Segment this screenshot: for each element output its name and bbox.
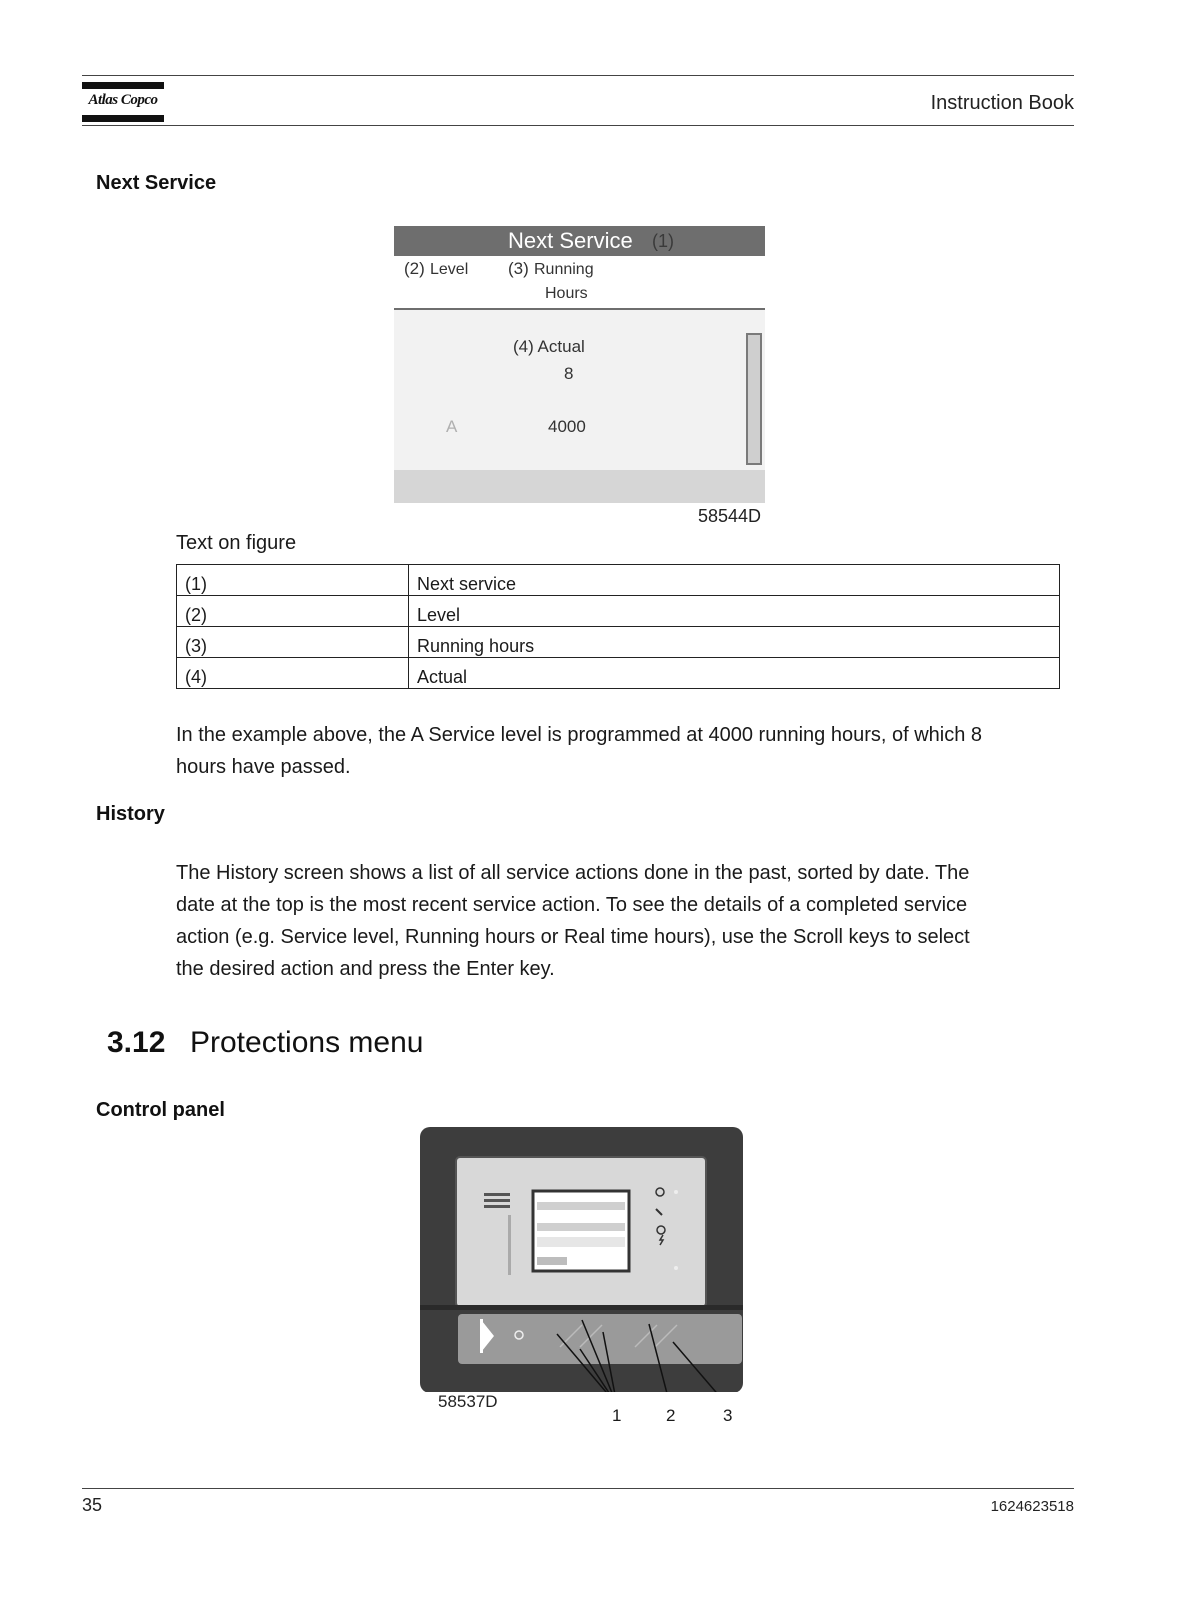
hours-callout: (3) [508,259,529,278]
table-row [177,565,1060,596]
hours-column-label-1: Running [534,261,594,278]
callout-2: 2 [666,1406,676,1425]
header-bottom-rule [82,125,1074,126]
table-row [177,596,1060,627]
header-top-rule [82,75,1074,76]
control-panel-heading: Control panel [96,1099,225,1121]
actual-label: (4) Actual [513,337,585,356]
table-caption: Text on figure [176,532,297,554]
control-panel-figure-code: 58537D [438,1392,498,1411]
section-number: 3.12 [107,1026,166,1059]
paragraph-line: action (e.g. Service level, Running hours or Real time hours), use the Scroll keys to select [176,926,970,948]
screen-title-callout: (1) [652,231,674,251]
level-callout: (2) [404,259,425,278]
table-cell-text: Actual [409,658,1060,689]
screen-column-header [394,256,765,310]
table-cell-ref: (3) [177,627,409,658]
actual-value: 8 [564,364,574,383]
table-cell-text: Level [409,596,1060,627]
page-number: 35 [82,1495,103,1515]
paragraph-line: the desired action and press the Enter key. [176,958,555,980]
paragraph-line: hours have passed. [176,756,351,778]
figure-legend-table [176,564,1060,689]
next-service-figure-code: 58544D [698,506,762,526]
hours-column-label-2: Hours [545,285,588,302]
callout-3: 3 [723,1406,733,1425]
paragraph-line: In the example above, the A Service level is programmed at 4000 running hours, of which 8 [176,724,983,746]
table-cell-ref: (4) [177,658,409,689]
control-panel-figure [420,1127,745,1392]
level-column-label: Level [430,261,469,278]
service-level-a: A [446,417,458,436]
table-cell-text: Running hours [409,627,1060,658]
screen-scrollbar [746,333,762,465]
paragraph-line: The History screen shows a list of all service actions done in the past, sorted by date. The [176,862,970,884]
table-row [177,627,1060,658]
table-cell-text: Next service [409,565,1060,596]
paragraph-line: date at the top is the most recent service action. To see the details of a completed service [176,894,968,916]
service-hours-value: 4000 [548,417,586,436]
footer-rule [82,1488,1074,1489]
screen-footer-bar [394,470,765,503]
next-service-paragraph [176,719,982,783]
history-heading: History [96,803,165,825]
next-service-heading: Next Service [96,172,217,194]
table-row [177,658,1060,689]
screen-titlebar [394,226,765,256]
callout-1: 1 [612,1406,622,1425]
table-cell-ref: (2) [177,596,409,627]
section-title: Protections menu [190,1026,424,1059]
screen-title: Next Service [508,228,633,253]
atlas-copco-logo: Atlas Copco [82,82,164,122]
document-number: 1624623518 [990,1498,1074,1515]
header-title: Instruction Book [930,92,1074,114]
next-service-screen-figure [394,226,765,503]
history-paragraph [176,857,970,985]
table-cell-ref: (1) [177,565,409,596]
